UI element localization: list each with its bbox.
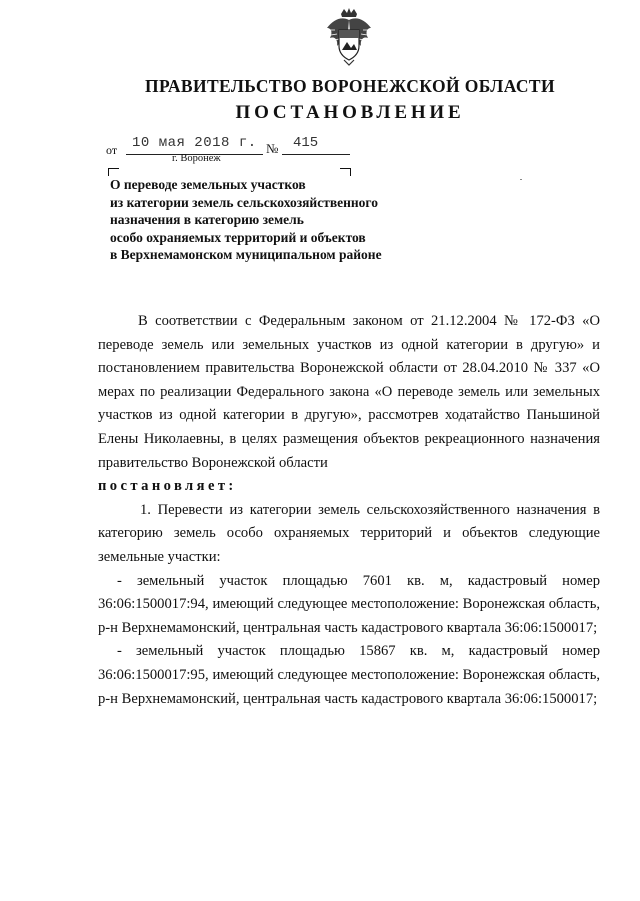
plot-paragraph: - земельный участок площадью 15867 кв. м, кадастровый номер 36:06:1500017:95, имеющий следующее местоположение: Воронежская область, р-н Верхнемамонский, центральная часть кадастрового квартала 36:06:1500017; <box>98 643 600 707</box>
coat-of-arms-icon <box>325 8 373 66</box>
scan-speck <box>520 179 522 180</box>
subject-bracket-left <box>108 168 119 176</box>
subject-line: О переводе земельных участков <box>110 177 306 192</box>
organization-name: ПРАВИТЕЛЬСТВО ВОРОНЕЖСКОЙ ОБЛАСТИ <box>144 76 556 96</box>
number-underline <box>282 154 350 155</box>
subject-line: в Верхнемамонском муниципальном районе <box>110 247 382 262</box>
issue-city: г. Воронеж <box>172 153 221 164</box>
document-date: 10 мая 2018 г. <box>132 135 257 151</box>
subject-line: особо охраняемых территорий и объектов <box>110 229 366 245</box>
plot-paragraph: - земельный участок площадью 7601 кв. м, кадастровый номер 36:06:1500017:94, имеющий следующее местоположение: Воронежская область, р-н Верхнемамонский, центральная часть кадастрового квартала 36:06:1500017; <box>98 572 600 636</box>
document-type-title: ПОСТАНОВЛЕНИЕ <box>235 102 465 123</box>
item-1-paragraph: 1. Перевести из категории земель сельскохозяйственного назначения в категорию земель особо охраняемых территорий и объектов следующие земельные участки: <box>98 501 600 565</box>
document-subject <box>110 176 440 264</box>
subject-line: назначения в категорию земель <box>110 212 304 227</box>
number-label: № <box>266 141 279 156</box>
resolves-heading: постановляет: <box>98 478 237 495</box>
date-number-row <box>106 135 366 157</box>
preamble-paragraph: В соответствии с Федеральным законом от 21.12.2004 № 172-ФЗ «О переводе земель или земельных участков из одной категории в другую» и постановлением правительства Воронежской области от 28.04.2010 № 337 «О мерах по реализации Федерального закона «О переводе земель или земельных участков из одной категории в другую», рассмотрев ходатайство Паньшиной Елены Николаевны, в целях размещения объектов рекреационного назначения правительство Воронежской области <box>98 313 600 471</box>
date-prefix: от <box>106 143 118 157</box>
subject-bracket-right <box>340 168 351 176</box>
subject-line: из категории земель сельскохозяйственного <box>110 194 378 210</box>
document-body <box>98 310 600 711</box>
document-number: 415 <box>293 135 319 151</box>
